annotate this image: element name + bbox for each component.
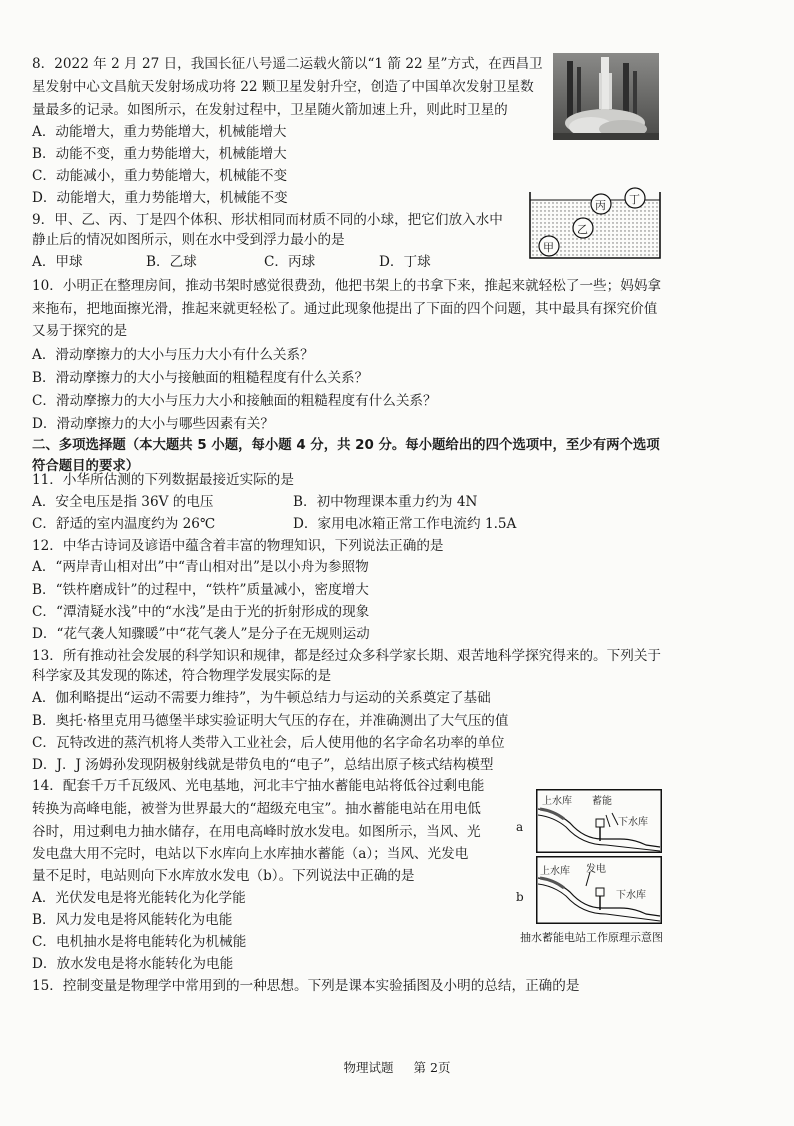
fig-a-lower-reservoir: 下水库 — [618, 817, 648, 828]
q10-option-a: A．滑动摩擦力的大小与压力大小有什么关系？ — [32, 347, 314, 363]
q11-option-b: B．初中物理课本重力约为 4N — [293, 494, 478, 510]
footer-page-number: 第 2页 — [413, 1060, 451, 1075]
q15-stem: 15．控制变量是物理学中常用到的一种思想。下列是课本实验插图及小明的总结，正确的是 — [32, 978, 580, 994]
floating-balls-diagram — [528, 186, 662, 260]
q12-stem: 12．中华古诗词及谚语中蕴含着丰富的物理知识，下列说法正确的是 — [32, 538, 444, 554]
q10-stem-line2: 来拖布，把地面擦光滑，推起来就更轻松了。通过此现象他提出了下面的四个问题，其中最具有探究价值 — [32, 301, 658, 317]
q13-stem-line2: 科学家及其发现的陈述，符合物理学发展实际的是 — [32, 668, 332, 684]
pumped-storage-diagram-a — [536, 789, 662, 853]
q9-option-d: D．丁球 — [379, 254, 431, 270]
q8-option-c: C．动能减小，重力势能增大，机械能不变 — [32, 168, 288, 184]
q12-option-a: A．“两岸青山相对出”中“青山相对出”是以小舟为参照物 — [32, 559, 369, 575]
q11-option-d: D．家用电冰箱正常工作电流约 1.5A — [293, 516, 517, 532]
q11-stem: 11．小华所估测的下列数据最接近实际的是 — [32, 472, 294, 488]
q14-option-b: B．风力发电是将风能转化为电能 — [32, 912, 233, 928]
q8-stem-line2: 星发射中心文昌航天发射场成功将 22 颗卫星发射升空，创造了中国单次发射卫星数 — [32, 79, 534, 95]
q10-option-d: D．滑动摩擦力的大小与哪些因素有关？ — [32, 416, 274, 432]
q14-option-a: A．光伏发电是将光能转化为化学能 — [32, 890, 246, 906]
fig-a-storage-label: 蓄能 — [592, 796, 612, 807]
q8-stem-line1: 8．2022 年 2 月 27 日，我国长征八号遥二运载火箭以“1 箭 22 星”方式，在西昌卫 — [32, 56, 543, 72]
q9-stem-line1: 9．甲、乙、丙、丁是四个体积、形状相同而材质不同的小球，把它们放入水中 — [32, 212, 503, 228]
section2-heading-line1: 二、多项选择题（本大题共 5 小题，每小题 4 分，共 20 分。每小题给出的四个选项中，至少有两个选项 — [32, 438, 660, 453]
q10-option-c: C．滑动摩擦力的大小与压力大小和接触面的粗糙程度有什么关系？ — [32, 393, 437, 409]
q8-option-b: B．动能不变，重力势能增大，机械能增大 — [32, 146, 287, 162]
section2-heading-line2: 符合题目的要求） — [32, 459, 140, 474]
q13-option-c: C．瓦特改进的蒸汽机将人类带入工业社会，后人使用他的名字命名功率的单位 — [32, 735, 505, 751]
fig-a-upper-reservoir: 上水库 — [542, 796, 572, 807]
fig-b-upper-reservoir: 上水库 — [540, 866, 570, 877]
fig-b-generate-label: 发电 — [586, 864, 606, 875]
q9-option-b: B．乙球 — [146, 254, 197, 270]
ball-jia-label: 甲 — [543, 241, 554, 254]
q8-stem-line3: 量最多的记录。如图所示，在发射过程中，卫星随火箭加速上升，则此时卫星的 — [32, 102, 508, 118]
q8-option-a: A．动能增大，重力势能增大，机械能增大 — [32, 124, 287, 140]
q14-stem-line3: 谷时，用过剩电力抽水储存，在用电高峰时放水发电。如图所示，当风、光 — [32, 824, 481, 840]
q12-option-b: B．“铁杵磨成针”的过程中，“铁杵”质量减小，密度增大 — [32, 582, 369, 598]
q14-stem-line4: 发电盘大用不完时，电站以下水库向上水库抽水蓄能（a）；当风、光发电 — [32, 846, 469, 862]
q10-option-b: B．滑动摩擦力的大小与接触面的粗糙程度有什么关系？ — [32, 370, 369, 386]
fig-b-lower-reservoir: 下水库 — [616, 890, 646, 901]
q8-option-d: D．动能增大，重力势能增大，机械能不变 — [32, 190, 288, 206]
q12-option-c: C．“潭清疑水浅”中的“水浅”是由于光的折射形成的现象 — [32, 604, 370, 620]
q14-option-c: C．电机抽水是将电能转化为机械能 — [32, 934, 247, 950]
ball-ding-label: 丁 — [629, 193, 640, 206]
ball-bing-label: 丙 — [595, 199, 606, 212]
ball-yi-label: 乙 — [577, 223, 588, 236]
q14-stem-line1: 14．配套千万千瓦级风、光电基地，河北丰宁抽水蓄能电站将低谷过剩电能 — [32, 778, 485, 794]
q14-stem-line5: 量不足时，电站则向下水库放水发电（b）。下列说法中正确的是 — [32, 868, 415, 884]
fig-a-label: a — [516, 820, 524, 834]
q14-figure-caption: 抽水蓄能电站工作原理示意图 — [520, 931, 663, 944]
q14-option-d: D．放水发电是将水能转化为电能 — [32, 956, 234, 972]
q9-option-c: C．丙球 — [264, 254, 316, 270]
fig-b-label: b — [516, 890, 524, 904]
q13-option-a: A．伽利略提出“运动不需要力维持”，为牛顿总结力与运动的关系奠定了基础 — [32, 690, 491, 706]
q11-option-a: A．安全电压是指 36V 的电压 — [32, 494, 214, 510]
q9-option-a: A．甲球 — [32, 254, 83, 270]
q13-option-d: D．J．J 汤姆孙发现阴极射线就是带负电的“电子”，总结出原子核式结构模型 — [32, 757, 494, 773]
q12-option-d: D．“花气袭人知骤暖”中“花气袭人”是分子在无规则运动 — [32, 626, 370, 642]
q10-stem-line3: 又易于探究的是 — [32, 323, 128, 339]
q13-stem-line1: 13．所有推动社会发展的科学知识和规律，都是经过众多科学家长期、艰苦地科学探究得来的。下列关于 — [32, 648, 662, 664]
rocket-launch-photo — [553, 53, 659, 140]
q11-option-c: C．舒适的室内温度约为 26℃ — [32, 516, 216, 532]
footer-subject: 物理试题 — [343, 1060, 394, 1075]
pumped-storage-diagram-b — [536, 856, 662, 924]
q14-stem-line2: 转换为高峰电能，被誉为世界最大的“超级充电宝”。抽水蓄能电站在用电低 — [32, 801, 481, 817]
page-footer — [0, 1058, 794, 1076]
q9-stem-line2: 静止后的情况如图所示，则在水中受到浮力最小的是 — [32, 232, 345, 248]
q10-stem-line1: 10．小明正在整理房间，推动书架时感觉很费劲，他把书架上的书拿下来，推起来就轻松了一些；妈妈拿 — [32, 278, 662, 294]
q13-option-b: B．奥托·格里克用马德堡半球实验证明大气压的存在，并准确测出了大气压的值 — [32, 713, 509, 729]
